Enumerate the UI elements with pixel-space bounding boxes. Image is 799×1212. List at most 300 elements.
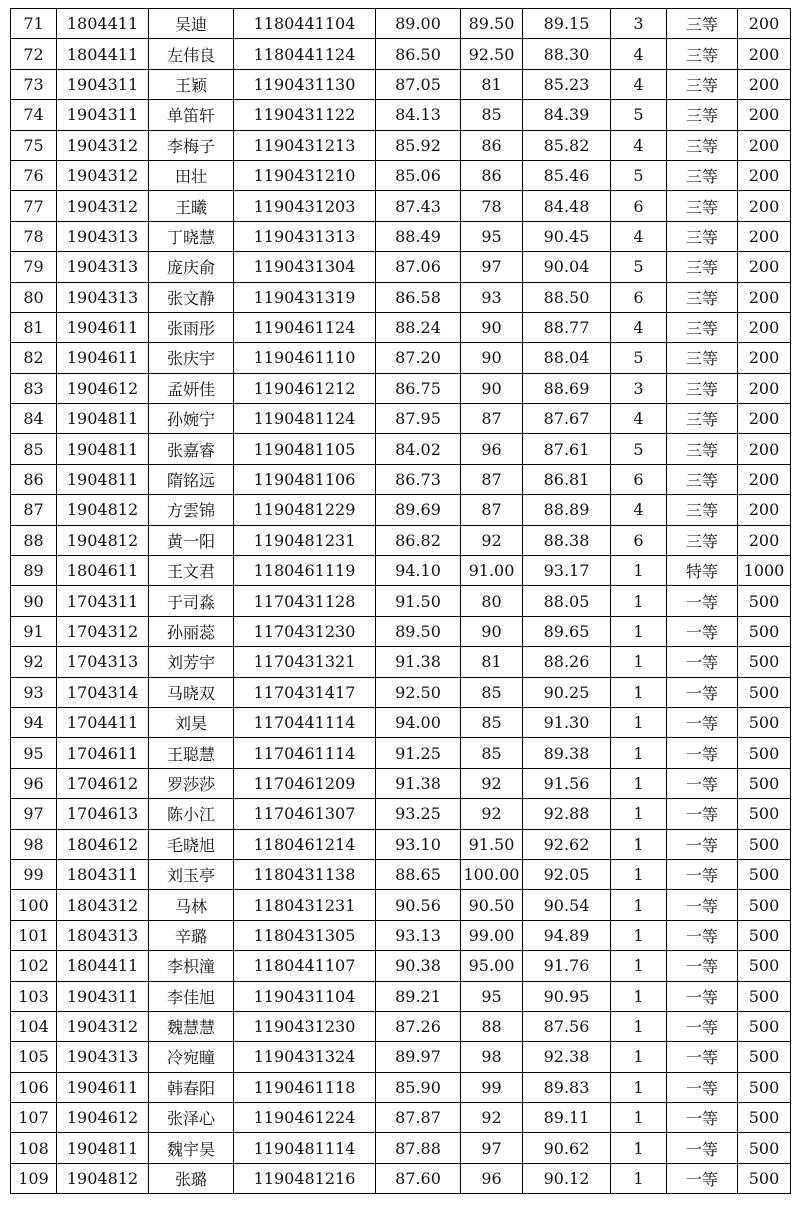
cell-award-level: 三等 [667,404,738,434]
cell-score-b: 90 [461,312,523,342]
cell-student-id: 1190481216 [234,1163,376,1193]
cell-amount: 500 [738,951,791,981]
cell-score-a: 84.02 [376,434,461,464]
cell-score-a: 86.73 [376,464,461,494]
cell-student-name: 陈小江 [149,799,234,829]
cell-award-level: 三等 [667,525,738,555]
cell-total-score: 88.26 [523,647,611,677]
cell-score-a: 87.26 [376,1011,461,1041]
cell-score-a: 87.06 [376,252,461,282]
cell-score-a: 89.50 [376,616,461,646]
cell-award-level: 一等 [667,1103,738,1133]
cell-total-score: 88.77 [523,312,611,342]
cell-amount: 200 [738,373,791,403]
table-row [11,738,791,768]
cell-student-name: 李枳潼 [149,951,234,981]
cell-score-a: 88.24 [376,312,461,342]
cell-student-name: 李佳旭 [149,981,234,1011]
cell-class-id: 1904313 [57,1042,149,1072]
cell-amount: 500 [738,890,791,920]
cell-amount: 200 [738,434,791,464]
cell-score-b: 81 [461,69,523,99]
cell-score-a: 92.50 [376,677,461,707]
cell-total-score: 88.89 [523,495,611,525]
cell-total-score: 85.46 [523,160,611,190]
cell-rank: 1 [611,1011,667,1041]
cell-rank: 1 [611,1133,667,1163]
cell-rank: 1 [611,829,667,859]
cell-amount: 200 [738,252,791,282]
cell-amount: 200 [738,100,791,130]
cell-student-name: 马晓双 [149,677,234,707]
cell-total-score: 91.76 [523,951,611,981]
cell-student-name: 张雨彤 [149,312,234,342]
table-row [11,221,791,251]
cell-amount: 200 [738,221,791,251]
cell-rank: 1 [611,1103,667,1133]
cell-row-number: 95 [11,738,57,768]
cell-score-a: 88.49 [376,221,461,251]
cell-student-name: 刘玉亭 [149,859,234,889]
cell-score-b: 95 [461,221,523,251]
cell-amount: 500 [738,647,791,677]
cell-total-score: 85.82 [523,130,611,160]
cell-row-number: 103 [11,981,57,1011]
cell-total-score: 90.54 [523,890,611,920]
cell-class-id: 1904611 [57,1072,149,1102]
cell-score-a: 91.50 [376,586,461,616]
cell-class-id: 1804312 [57,890,149,920]
cell-class-id: 1904311 [57,981,149,1011]
cell-rank: 3 [611,373,667,403]
table-row [11,282,791,312]
cell-student-name: 刘昊 [149,707,234,737]
cell-amount: 200 [738,464,791,494]
cell-amount: 200 [738,160,791,190]
cell-award-level: 一等 [667,1072,738,1102]
cell-row-number: 96 [11,768,57,798]
cell-award-level: 一等 [667,616,738,646]
cell-award-level: 三等 [667,221,738,251]
cell-student-id: 1180461214 [234,829,376,859]
cell-award-level: 三等 [667,282,738,312]
cell-rank: 1 [611,1042,667,1072]
table-row [11,252,791,282]
cell-student-name: 吴迪 [149,9,234,39]
cell-amount: 500 [738,829,791,859]
cell-class-id: 1704611 [57,738,149,768]
cell-award-level: 一等 [667,920,738,950]
table-row [11,312,791,342]
cell-student-name: 辛璐 [149,920,234,950]
cell-amount: 200 [738,312,791,342]
cell-total-score: 88.05 [523,586,611,616]
cell-award-level: 一等 [667,890,738,920]
cell-score-a: 94.10 [376,556,461,586]
cell-score-a: 84.13 [376,100,461,130]
table-row [11,9,791,39]
cell-amount: 500 [738,1163,791,1193]
cell-amount: 500 [738,1103,791,1133]
cell-score-b: 85 [461,707,523,737]
cell-award-level: 三等 [667,312,738,342]
cell-total-score: 90.25 [523,677,611,707]
cell-student-name: 罗莎莎 [149,768,234,798]
cell-award-level: 一等 [667,1042,738,1072]
cell-row-number: 94 [11,707,57,737]
cell-row-number: 107 [11,1103,57,1133]
cell-class-id: 1904311 [57,69,149,99]
table-row [11,616,791,646]
cell-student-id: 1190481229 [234,495,376,525]
table-row [11,1042,791,1072]
cell-row-number: 102 [11,951,57,981]
cell-award-level: 一等 [667,586,738,616]
cell-award-level: 三等 [667,9,738,39]
cell-student-name: 丁晓慧 [149,221,234,251]
cell-total-score: 92.88 [523,799,611,829]
cell-class-id: 1904311 [57,100,149,130]
cell-rank: 1 [611,707,667,737]
cell-student-name: 孟妍佳 [149,373,234,403]
cell-score-a: 86.50 [376,39,461,69]
cell-score-a: 94.00 [376,707,461,737]
cell-row-number: 88 [11,525,57,555]
cell-score-b: 95.00 [461,951,523,981]
table-row [11,434,791,464]
cell-row-number: 101 [11,920,57,950]
table-row [11,404,791,434]
cell-total-score: 84.39 [523,100,611,130]
cell-student-id: 1180441107 [234,951,376,981]
cell-amount: 500 [738,981,791,1011]
cell-score-b: 90.50 [461,890,523,920]
cell-score-b: 93 [461,282,523,312]
cell-student-name: 于司淼 [149,586,234,616]
cell-student-id: 1190431319 [234,282,376,312]
cell-score-b: 78 [461,191,523,221]
cell-row-number: 105 [11,1042,57,1072]
cell-score-b: 88 [461,1011,523,1041]
cell-score-b: 86 [461,160,523,190]
cell-class-id: 1904811 [57,434,149,464]
cell-class-id: 1704312 [57,616,149,646]
cell-student-name: 韩春阳 [149,1072,234,1102]
cell-score-b: 95 [461,981,523,1011]
cell-total-score: 88.30 [523,39,611,69]
cell-class-id: 1704314 [57,677,149,707]
cell-student-id: 1190431104 [234,981,376,1011]
cell-rank: 6 [611,191,667,221]
cell-award-level: 特等 [667,556,738,586]
cell-student-id: 1180431138 [234,859,376,889]
cell-amount: 500 [738,799,791,829]
cell-score-a: 91.38 [376,768,461,798]
cell-class-id: 1704613 [57,799,149,829]
cell-score-b: 92 [461,1103,523,1133]
cell-award-level: 三等 [667,343,738,373]
cell-row-number: 109 [11,1163,57,1193]
cell-score-a: 89.97 [376,1042,461,1072]
cell-score-a: 86.75 [376,373,461,403]
table-row [11,191,791,221]
cell-student-id: 1180461119 [234,556,376,586]
cell-score-a: 87.95 [376,404,461,434]
cell-rank: 1 [611,1163,667,1193]
cell-rank: 1 [611,920,667,950]
cell-class-id: 1804611 [57,556,149,586]
cell-class-id: 1904811 [57,1133,149,1163]
cell-student-id: 1170461114 [234,738,376,768]
cell-score-b: 90 [461,373,523,403]
cell-total-score: 93.17 [523,556,611,586]
cell-student-name: 李梅子 [149,130,234,160]
cell-award-level: 三等 [667,434,738,464]
cell-rank: 1 [611,677,667,707]
cell-rank: 1 [611,738,667,768]
cell-total-score: 89.15 [523,9,611,39]
cell-amount: 500 [738,1133,791,1163]
cell-rank: 1 [611,647,667,677]
cell-row-number: 98 [11,829,57,859]
table-row [11,1072,791,1102]
cell-class-id: 1804411 [57,9,149,39]
cell-award-level: 一等 [667,951,738,981]
cell-student-name: 王文君 [149,556,234,586]
cell-total-score: 86.81 [523,464,611,494]
cell-score-b: 92 [461,799,523,829]
cell-row-number: 75 [11,130,57,160]
cell-score-a: 89.21 [376,981,461,1011]
cell-row-number: 86 [11,464,57,494]
cell-row-number: 92 [11,647,57,677]
table-row [11,829,791,859]
cell-student-id: 1190481105 [234,434,376,464]
cell-score-b: 85 [461,677,523,707]
cell-award-level: 一等 [667,1163,738,1193]
cell-row-number: 104 [11,1011,57,1041]
cell-award-level: 一等 [667,738,738,768]
cell-rank: 5 [611,100,667,130]
cell-score-b: 87 [461,495,523,525]
cell-student-name: 左伟良 [149,39,234,69]
cell-class-id: 1904812 [57,495,149,525]
cell-score-b: 87 [461,404,523,434]
cell-rank: 4 [611,39,667,69]
table-row [11,707,791,737]
cell-rank: 4 [611,312,667,342]
cell-award-level: 三等 [667,69,738,99]
cell-amount: 200 [738,282,791,312]
cell-student-id: 1170431417 [234,677,376,707]
cell-score-a: 90.56 [376,890,461,920]
cell-amount: 200 [738,191,791,221]
cell-score-a: 89.00 [376,9,461,39]
table-body [11,9,791,1194]
cell-student-id: 1190461110 [234,343,376,373]
cell-row-number: 78 [11,221,57,251]
cell-student-id: 1170441114 [234,707,376,737]
cell-rank: 6 [611,525,667,555]
cell-total-score: 90.95 [523,981,611,1011]
table-row [11,920,791,950]
cell-student-id: 1180441124 [234,39,376,69]
cell-award-level: 三等 [667,100,738,130]
cell-student-name: 黄一阳 [149,525,234,555]
cell-class-id: 1904313 [57,282,149,312]
cell-score-a: 91.38 [376,647,461,677]
cell-row-number: 100 [11,890,57,920]
cell-amount: 500 [738,859,791,889]
cell-score-b: 80 [461,586,523,616]
cell-score-a: 90.38 [376,951,461,981]
cell-class-id: 1904611 [57,312,149,342]
cell-student-id: 1170431230 [234,616,376,646]
cell-rank: 4 [611,495,667,525]
cell-class-id: 1704411 [57,707,149,737]
cell-row-number: 79 [11,252,57,282]
cell-rank: 1 [611,586,667,616]
cell-class-id: 1904312 [57,130,149,160]
cell-student-name: 张璐 [149,1163,234,1193]
cell-student-id: 1190481106 [234,464,376,494]
table-row [11,1133,791,1163]
cell-amount: 500 [738,1042,791,1072]
cell-score-a: 85.06 [376,160,461,190]
cell-rank: 1 [611,799,667,829]
cell-row-number: 80 [11,282,57,312]
cell-rank: 1 [611,890,667,920]
cell-row-number: 89 [11,556,57,586]
cell-score-b: 85 [461,100,523,130]
cell-total-score: 91.56 [523,768,611,798]
cell-student-name: 孙婉宁 [149,404,234,434]
cell-score-b: 91.00 [461,556,523,586]
cell-award-level: 一等 [667,1133,738,1163]
cell-award-level: 三等 [667,252,738,282]
cell-student-id: 1190431313 [234,221,376,251]
cell-score-a: 87.87 [376,1103,461,1133]
cell-amount: 200 [738,69,791,99]
table-row [11,951,791,981]
cell-row-number: 91 [11,616,57,646]
cell-student-name: 马林 [149,890,234,920]
cell-amount: 1000 [738,556,791,586]
cell-rank: 5 [611,343,667,373]
cell-student-id: 1180431231 [234,890,376,920]
cell-total-score: 92.62 [523,829,611,859]
cell-score-a: 93.13 [376,920,461,950]
cell-total-score: 88.38 [523,525,611,555]
table-row [11,1163,791,1193]
cell-award-level: 一等 [667,829,738,859]
cell-row-number: 106 [11,1072,57,1102]
cell-student-id: 1190431230 [234,1011,376,1041]
table-row [11,890,791,920]
cell-class-id: 1804411 [57,39,149,69]
cell-score-b: 85 [461,738,523,768]
cell-rank: 6 [611,464,667,494]
cell-total-score: 90.45 [523,221,611,251]
cell-amount: 500 [738,616,791,646]
cell-score-a: 87.88 [376,1133,461,1163]
cell-student-id: 1190431210 [234,160,376,190]
cell-score-b: 99.00 [461,920,523,950]
cell-row-number: 85 [11,434,57,464]
cell-student-id: 1170431128 [234,586,376,616]
cell-amount: 200 [738,525,791,555]
cell-score-b: 90 [461,343,523,373]
cell-award-level: 一等 [667,768,738,798]
cell-student-name: 冷宛瞳 [149,1042,234,1072]
cell-score-a: 85.90 [376,1072,461,1102]
cell-student-id: 1180431305 [234,920,376,950]
cell-total-score: 92.38 [523,1042,611,1072]
cell-total-score: 88.04 [523,343,611,373]
cell-rank: 4 [611,221,667,251]
cell-rank: 1 [611,768,667,798]
cell-row-number: 90 [11,586,57,616]
table-row [11,586,791,616]
cell-class-id: 1804311 [57,859,149,889]
cell-score-a: 87.05 [376,69,461,99]
cell-score-b: 92.50 [461,39,523,69]
cell-student-id: 1190461212 [234,373,376,403]
cell-award-level: 三等 [667,373,738,403]
cell-score-a: 93.25 [376,799,461,829]
table-row [11,981,791,1011]
cell-student-id: 1190461118 [234,1072,376,1102]
cell-class-id: 1904312 [57,1011,149,1041]
cell-class-id: 1904811 [57,404,149,434]
table-row [11,160,791,190]
cell-row-number: 97 [11,799,57,829]
table-row [11,343,791,373]
cell-score-b: 92 [461,768,523,798]
cell-student-id: 1190431324 [234,1042,376,1072]
cell-score-b: 91.50 [461,829,523,859]
table-row [11,1103,791,1133]
table-row [11,647,791,677]
cell-score-a: 87.43 [376,191,461,221]
cell-row-number: 72 [11,39,57,69]
cell-score-a: 91.25 [376,738,461,768]
cell-award-level: 一等 [667,859,738,889]
cell-amount: 500 [738,677,791,707]
cell-award-level: 一等 [667,677,738,707]
cell-class-id: 1904313 [57,252,149,282]
cell-total-score: 89.11 [523,1103,611,1133]
cell-amount: 200 [738,130,791,160]
cell-class-id: 1904312 [57,160,149,190]
cell-amount: 500 [738,1011,791,1041]
cell-student-id: 1190431304 [234,252,376,282]
cell-score-a: 85.92 [376,130,461,160]
cell-row-number: 74 [11,100,57,130]
cell-row-number: 73 [11,69,57,99]
cell-row-number: 77 [11,191,57,221]
cell-class-id: 1804313 [57,920,149,950]
cell-award-level: 三等 [667,39,738,69]
cell-award-level: 三等 [667,495,738,525]
cell-student-name: 毛晓旭 [149,829,234,859]
cell-score-a: 86.58 [376,282,461,312]
scholarship-table [10,8,791,1194]
cell-rank: 1 [611,616,667,646]
table-row [11,677,791,707]
cell-score-b: 96 [461,434,523,464]
cell-student-name: 刘芳宇 [149,647,234,677]
